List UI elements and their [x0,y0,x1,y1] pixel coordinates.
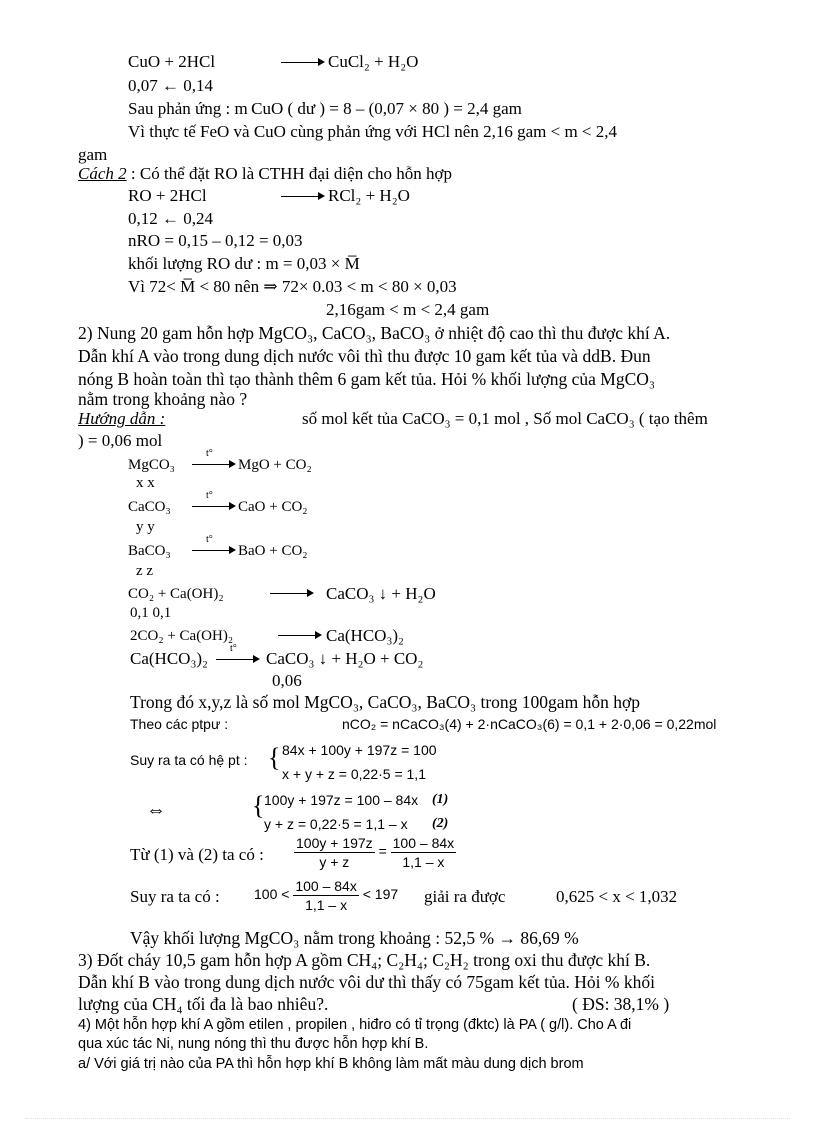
heat-arrow: t° [192,502,236,512]
p3-answer: ( ĐS: 38,1% ) [572,994,670,1014]
theo-eq: nCO₂ = nCaCO₃(4) + 2·nCaCO₃(6) = 0,1 + 2·0,06 = 0,22mol [342,716,717,732]
trong-do: Trong đó x,y,z là số mol MgCO₃, CaCO₃, BaCO₃ trong 100gam hỗn hợp [130,692,640,712]
p2-line3: nóng B hoàn toàn thì tạo thành thêm 6 gam kết tủa. Hỏi % khối lượng của MgCO₃ [78,369,655,389]
suy-ra-2-label: Suy ra ta có : [130,887,220,906]
eq-ro-right: RCl₂ + H₂O [328,186,410,205]
r6-left: Ca(HCO₃)₂ [130,649,208,668]
huong-dan-text: số mol kết tủa CaCO₃ = 0,1 mol , Số mol CaCO₃ ( tạo thêm [302,409,708,428]
r2-right: CaO + CO₂ [238,499,308,515]
sys1-eq2: x + y + z = 0,22·5 = 1,1 [282,766,426,782]
vi-thuc-te: Vì thực tế FeO và CuO cùng phản ứng với HCl nên 2,16 gam < m < 2,4 [128,122,618,141]
tag-1: (1) [432,792,449,807]
fraction-eq: $\frac{100y + 197z}{y + z}$ = $\frac{100 - 84x}{1,1 - x}$ [296,835,455,870]
p2-line1: 2) Nung 20 gam hỗn hợp MgCO₃, CaCO₃, BaCO₃ ở nhiệt độ cao thì thu được khí A. [78,323,671,343]
sys2-eq1: 100y + 197z = 100 – 84x [264,792,419,808]
range-m: 2,16gam < m < 2,4 gam [326,300,490,319]
inequality: 100 < $\frac{100 - 84x}{1,1 - x}$ < 197 [254,878,399,913]
cach-2-line: Cách 2 : Có thể đặt RO là CTHH đại diện cho hỗn hợp [78,164,452,183]
tag-2: (2) [432,816,449,831]
r3-sub: z z [136,563,154,579]
p2-line2: Dẫn khí A vào trong dung dịch nước vôi thì thu được 10 gam kết tủa và ddB. Đun [78,346,651,366]
r5-left: 2CO₂ + Ca(OH)₂ [130,628,234,644]
heat-arrow: t° [216,655,260,665]
huong-dan-line2: ) = 0,06 mol [78,431,163,450]
r4-right: CaCO₃ ↓ + H₂O [326,584,436,603]
reaction-arrow [278,631,322,641]
page-footer-rule [26,1118,790,1119]
theo-label: Theo các ptpư : [130,716,229,732]
p4-line2: qua xúc tác Ni, nung nóng thì thu được hỗn hợp khí B. [78,1036,429,1052]
p3-line2: Dẫn khí B vào trong dung dịch nước vôi dư thì thấy có 75gam kết tủa. Hỏi % khối [78,972,655,992]
vi-72: Vì 72< M̅ < 80 nên ⇒ 72× 0.03 < m < 80 × 0,03 [128,277,457,296]
p4-line3: a/ Với giá trị nào của PA thì hỗn hợp khí B không làm mất màu dung dịch brom [78,1056,584,1072]
eq-cuo-left: CuO + 2HCl [128,52,216,71]
x-range: 0,625 < x < 1,032 [556,887,678,906]
heat-arrow: t° [192,460,236,470]
vay-khoi-luong: Vậy khối lượng MgCO₃ nằm trong khoảng : 52,5 % → 86,69 % [130,928,579,948]
eq-cuo-right: CuCl₂ + H₂O [328,52,419,71]
reaction-arrow [270,589,314,599]
sys2-eq2: y + z = 0,22·5 = 1,1 – x [264,816,408,832]
r3-left: BaCO₃ [128,543,171,559]
r4-sub: 0,1 0,1 [130,605,172,621]
r6-sub: 0,06 [272,671,302,690]
r3-right: BaO + CO₂ [238,543,308,559]
brace: { [268,743,281,772]
eq-ro-left: RO + 2HCl [128,186,207,205]
p4-line1: 4) Một hỗn hợp khí A gồm etilen , propilen , hiđro có tỉ trọng (đktc) là PA ( g/l). Cho A đi [78,1017,632,1033]
mol-line: 0,07 ← 0,14 [128,76,213,95]
r1-right: MgO + CO₂ [238,457,312,473]
r1-left: MgCO₃ [128,457,175,473]
r6-right: CaCO₃ ↓ + H₂O + CO₂ [266,649,424,668]
suy-ra-label: Suy ra ta có hệ pt : [130,752,248,768]
reaction-arrow [281,58,325,68]
gam-text: gam [78,145,108,164]
heat-arrow: t° [192,546,236,556]
brace: { [252,791,265,820]
p3-line1: 3) Đốt cháy 10,5 gam hỗn hợp A gồm CH₄; C₂H₄; C₂H₂ trong oxi thu được khí B. [78,950,651,970]
r4-left: CO₂ + Ca(OH)₂ [128,586,224,602]
n-ro: nRO = 0,15 – 0,12 = 0,03 [128,231,303,250]
r1-sub: x x [136,475,155,491]
reaction-arrow [281,192,325,202]
sys1-eq1: 84x + 100y + 197z = 100 [282,742,437,758]
r2-sub: y y [136,519,155,535]
equiv-symbol: ⇔ [146,799,166,821]
r2-left: CaCO₃ [128,499,171,515]
tu-1-2-label: Từ (1) và (2) ta có : [130,845,264,864]
huong-dan-label: Hướng dẫn : [78,409,166,428]
p2-line4: nằm trong khoảng nào ? [78,389,248,409]
khoi-luong-ro: khối lượng RO dư : m = 0,03 × M̅ [128,254,360,273]
r5-right: Ca(HCO₃)₂ [326,626,404,645]
giai-ra: giải ra được [424,887,506,906]
mol-ro: 0,12 ← 0,24 [128,209,213,228]
p3-line3: lượng của CH₄ tối đa là bao nhiêu?. [78,994,329,1014]
sau-phan-ung: Sau phản ứng : m CuO ( dư ) = 8 – (0,07 × 80 ) = 2,4 gam [128,99,522,118]
